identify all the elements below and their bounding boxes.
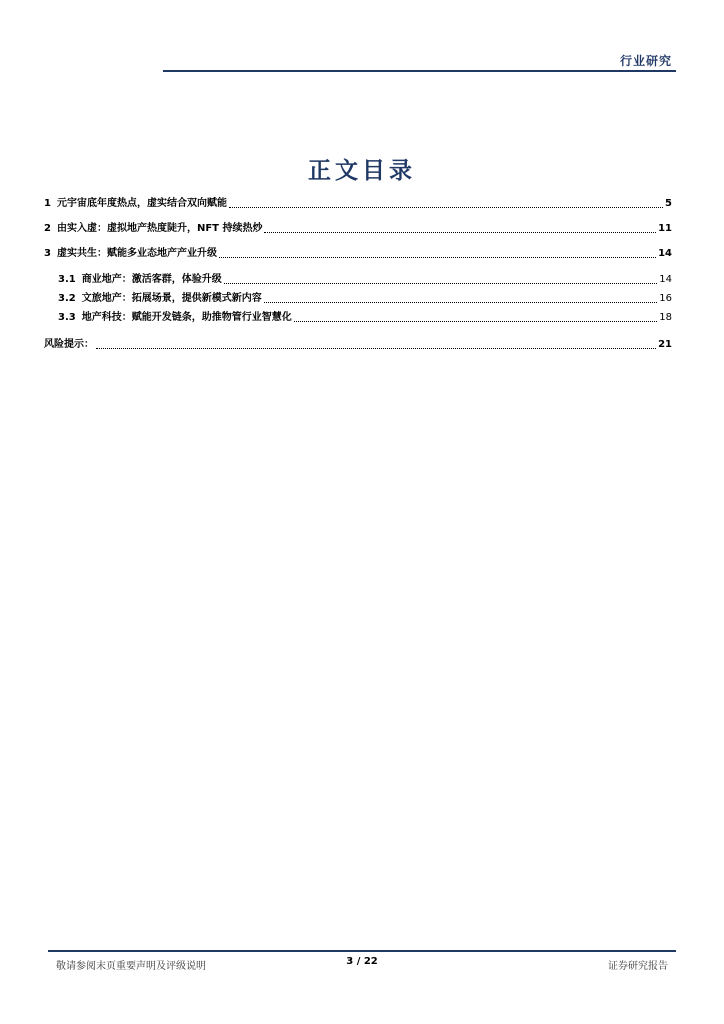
toc-dot-leader [264, 302, 658, 303]
toc-entry-page: 5 [665, 198, 672, 209]
toc-entry-text: 地产科技：赋能开发链条，助推物管行业智慧化 [81, 312, 292, 323]
header-divider [163, 70, 676, 72]
toc-entry-3-1[interactable] [44, 271, 672, 287]
toc-dot-leader [294, 321, 658, 322]
toc-dot-leader [219, 257, 656, 258]
toc-title: 正文目录 [308, 157, 416, 184]
toc-entry-page: 18 [659, 312, 672, 323]
toc-entry-number: 3.1 [58, 274, 76, 285]
footer-divider [48, 950, 676, 952]
toc-entry-text: 虚实共生：赋能多业态地产产业升级 [56, 248, 217, 259]
toc-dot-leader [224, 283, 658, 284]
toc-dot-leader [264, 232, 656, 233]
toc-entry-number: 2 [44, 223, 51, 234]
toc-entry-2[interactable] [44, 220, 672, 236]
toc-entry-page: 21 [658, 339, 672, 350]
footer-report-type: 证券研究报告 [608, 961, 668, 972]
toc-entry-number: 1 [44, 198, 51, 209]
toc-entry-3-2[interactable] [44, 290, 672, 306]
toc-entry-text: 商业地产：激活客群，体验升级 [81, 274, 222, 285]
toc-entry-3-3[interactable] [44, 309, 672, 325]
toc-entry-text: 文旅地产：拓展场景，提供新模式新内容 [81, 293, 262, 304]
toc-entry-text: 元宇宙底年度热点，虚实结合双向赋能 [56, 198, 227, 209]
header-section-label: 行业研究 [619, 54, 672, 68]
page-indicator: 3 / 22 [346, 956, 378, 967]
toc-entry-page: 11 [658, 223, 672, 234]
toc-entry-1[interactable] [44, 195, 672, 211]
toc-entry-number: 3.2 [58, 293, 76, 304]
toc-dot-leader [229, 207, 663, 208]
toc-entry-3[interactable] [44, 245, 672, 261]
toc-dot-leader [96, 348, 656, 349]
toc-entry-risk[interactable] [44, 336, 672, 352]
toc-entry-number: 3.3 [58, 312, 76, 323]
footer-disclaimer: 敬请参阅末页重要声明及评级说明 [56, 961, 206, 972]
toc-entry-text: 由实入虚：虚拟地产热度陡升，NFT 持续热炒 [56, 223, 263, 234]
toc-entry-number: 3 [44, 248, 51, 259]
toc-entry-page: 14 [659, 274, 672, 285]
toc-entry-page: 14 [658, 248, 672, 259]
toc-entry-page: 16 [659, 293, 672, 304]
toc-entry-text: 风险提示： [44, 339, 94, 350]
